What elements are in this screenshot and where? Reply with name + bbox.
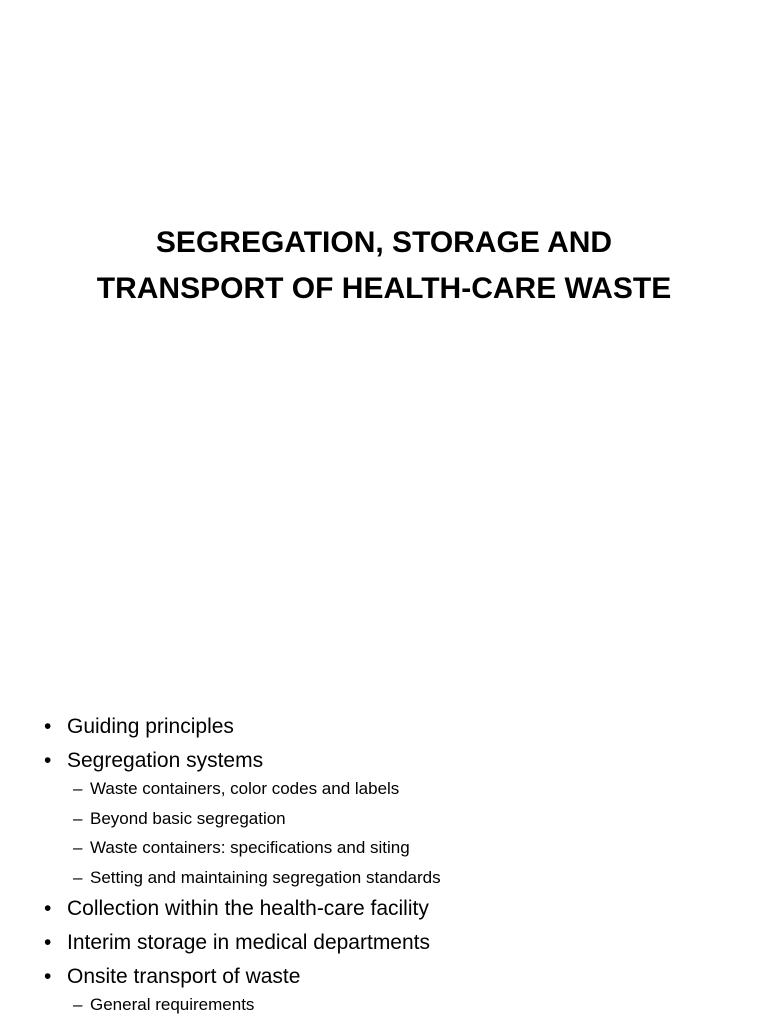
outline-subitem-text: General requirements <box>90 995 255 1014</box>
slide-title <box>40 220 728 312</box>
outline-sublist <box>73 778 744 889</box>
outline-subitem <box>73 778 744 800</box>
outline-sublist-wrapper <box>44 994 744 1016</box>
outline-item <box>44 714 744 740</box>
dash-icon: – <box>73 779 83 798</box>
outline-item <box>44 896 744 922</box>
outline-list <box>44 714 744 1024</box>
dash-icon: – <box>73 808 83 828</box>
outline-subitem <box>73 808 744 830</box>
outline-sublist <box>73 994 744 1016</box>
bullet-icon: • <box>44 897 52 920</box>
outline-item-text: Segregation systems <box>67 749 264 772</box>
slide-title-line: TRANSPORT OF HEALTH-CARE WASTE <box>96 272 672 306</box>
dash-icon: – <box>73 995 83 1014</box>
bullet-icon: • <box>44 931 52 954</box>
outline-subitem-text: Waste containers, color codes and labels <box>90 779 400 798</box>
outline-subitem-text: Waste containers: specifications and siting <box>90 838 410 857</box>
outline-subitem <box>73 837 744 859</box>
bullet-icon: • <box>44 715 52 738</box>
bullet-icon: • <box>44 749 52 772</box>
outline-item-text: Interim storage in medical departments <box>67 931 430 954</box>
outline-subitem <box>73 994 744 1016</box>
dash-icon: – <box>73 867 83 887</box>
outline-item-text: Collection within the health-care facility <box>67 897 429 920</box>
outline-item <box>44 964 744 990</box>
outline-subitem <box>73 867 744 889</box>
outline-item-text: Guiding principles <box>67 715 234 738</box>
outline-subitem-text: Beyond basic segregation <box>90 808 286 828</box>
bullet-icon: • <box>44 965 52 988</box>
outline-item <box>44 748 744 774</box>
slide-title-line: SEGREGATION, STORAGE AND <box>155 226 613 260</box>
outline-item <box>44 930 744 956</box>
dash-icon: – <box>73 838 83 857</box>
outline-item-text: Onsite transport of waste <box>67 965 301 988</box>
outline-subitem-text: Setting and maintaining segregation standards <box>90 867 441 887</box>
outline-sublist-wrapper <box>44 778 744 889</box>
